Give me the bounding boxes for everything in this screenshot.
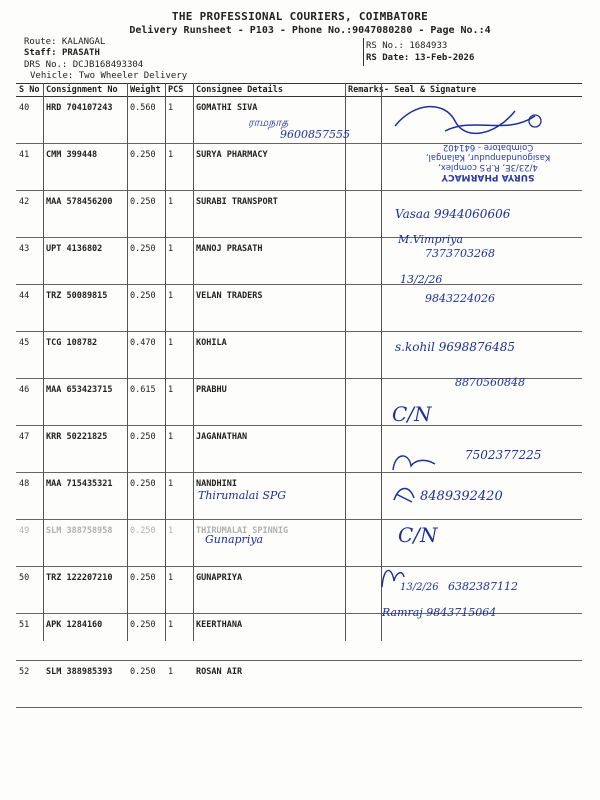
hand-r42-sign: Vasaa 9944060606 (395, 207, 511, 221)
col-pcs: PCS (165, 84, 193, 97)
row-pcs: 1 (165, 661, 193, 708)
row-consignment: TRZ 50089815 (43, 285, 127, 332)
hand-r40-consignee: ராமநாத (248, 116, 289, 129)
row-weight: 0.250 (127, 520, 165, 567)
staff-row (24, 48, 100, 58)
rs-number: RS No.: 1684933 (366, 41, 448, 51)
table-row (16, 285, 582, 332)
row-consignment: SLM 388985393 (43, 661, 127, 708)
row-weight: 0.250 (127, 238, 165, 285)
row-sno: 41 (16, 144, 43, 191)
row-consignment: MAA 578456200 (43, 191, 127, 238)
row-consignee: JAGANATHAN (193, 426, 345, 473)
row-consignee: THIRUMALAI SPINNIG (193, 520, 345, 567)
row-weight: 0.560 (127, 97, 165, 144)
row-consignee: SURYA PHARMACY (193, 144, 345, 191)
hand-r47-phone: 8870560848 (455, 376, 525, 389)
table-row (16, 332, 582, 379)
hand-r53-phone: Ramraj 9843715064 (382, 606, 497, 619)
stamp-line-4: Coimbatore - 641402 (442, 142, 534, 152)
hand-r43-phone: 7373703268 (425, 247, 495, 260)
stamp-line-2: 4/23/3E, R.P.S complex, (438, 162, 538, 172)
row-consignee: GOMATHI SIVA (193, 97, 345, 144)
hand-r48-phone: 7502377225 (465, 448, 542, 462)
row-pcs: 1 (165, 473, 193, 520)
hand-r48-cin: C/N (392, 402, 432, 426)
hand-r44-phone: 9843224026 (425, 292, 495, 305)
row-sno: 47 (16, 426, 43, 473)
row-pcs: 1 (165, 332, 193, 379)
row-pcs: 1 (165, 191, 193, 238)
row-consignment: TRZ 122207210 (43, 567, 127, 614)
sheet-subtitle: Delivery Runsheet - P103 - Phone No.:9047080280 - Page No.:4 (129, 25, 491, 36)
row-sno: 42 (16, 191, 43, 238)
row-sno: 40 (16, 97, 43, 144)
hand-r43-name: M.Vimpriya (398, 233, 464, 246)
row-sno: 44 (16, 285, 43, 332)
staff-label: Staff: (24, 48, 57, 58)
col-remarks: Remarks (345, 84, 381, 97)
row-weight: 0.470 (127, 332, 165, 379)
row-pcs: 1 (165, 614, 193, 661)
signature-row-50 (390, 480, 420, 510)
row-pcs: 1 (165, 285, 193, 332)
row-remarks (345, 144, 381, 191)
table-header (16, 84, 582, 97)
row-remarks (345, 332, 381, 379)
row-sno: 48 (16, 473, 43, 520)
row-weight: 0.250 (127, 191, 165, 238)
row-signature (381, 332, 582, 379)
row-remarks (345, 473, 381, 520)
table-row (16, 614, 582, 661)
route: Route: KALANGAL (24, 37, 106, 47)
row-remarks (345, 520, 381, 567)
hand-r52-date: 13/2/26 (400, 582, 439, 593)
hand-r44-date: 13/2/26 (400, 273, 443, 286)
row-weight: 0.250 (127, 661, 165, 708)
row-remarks (345, 285, 381, 332)
row-weight: 0.615 (127, 379, 165, 426)
row-consignment: MAA 715435321 (43, 473, 127, 520)
row-consignment: MAA 653423715 (43, 379, 127, 426)
row-sno: 46 (16, 379, 43, 426)
row-sno: 49 (16, 520, 43, 567)
table-row (16, 661, 582, 708)
row-consignment: KRR 50221825 (43, 426, 127, 473)
row-consignment: HRD 704107243 (43, 97, 127, 144)
table-row (16, 520, 582, 567)
row-weight: 0.250 (127, 614, 165, 661)
row-sno: 51 (16, 614, 43, 661)
row-weight: 0.250 (127, 473, 165, 520)
vehicle: Vehicle: Two Wheeler Delivery (30, 71, 188, 81)
row-pcs: 1 (165, 144, 193, 191)
row-sno: 43 (16, 238, 43, 285)
row-consignment: UPT 4136802 (43, 238, 127, 285)
row-consignee: MANOJ PRASATH (193, 238, 345, 285)
row-consignee: VELAN TRADERS (193, 285, 345, 332)
stamp-line-1: SURYA PHARMACY (441, 172, 535, 182)
drs-number: DRS No.: DCJB168493304 (24, 60, 144, 70)
row-consignee: KOHILA (193, 332, 345, 379)
pharmacy-stamp (398, 142, 578, 182)
signature-row-40 (385, 96, 555, 141)
sheet-title: THE PROFESSIONAL COURIERS, COIMBATORE (171, 10, 429, 23)
row-consignment: SLM 388758958 (43, 520, 127, 567)
row-remarks (345, 97, 381, 144)
hand-r50-consignee: Thirumalai SPG (198, 489, 287, 502)
staff-name: PRASATH (61, 48, 100, 58)
rs-date: RS Date: 13-Feb-2026 (366, 53, 475, 63)
col-consignee: Consignee Details (193, 84, 345, 97)
col-sno: S No (16, 84, 43, 97)
hand-r40-phone: 9600857555 (280, 128, 350, 141)
row-sno: 45 (16, 332, 43, 379)
row-weight: 0.250 (127, 426, 165, 473)
row-pcs: 1 (165, 426, 193, 473)
row-pcs: 1 (165, 238, 193, 285)
hand-r46-sign: s.kohil 9698876485 (395, 340, 516, 354)
row-consignment: CMM 399448 (43, 144, 127, 191)
row-remarks (345, 614, 381, 661)
row-weight: 0.250 (127, 144, 165, 191)
row-consignment: TCG 108782 (43, 332, 127, 379)
col-consignment: Consignment No (43, 84, 127, 97)
stamp-line-3: Kasigoundanpudur, Kalangal, (425, 152, 551, 162)
rs-divider (363, 38, 364, 66)
row-remarks (345, 379, 381, 426)
hand-r51-cin: C/N (398, 523, 438, 547)
row-remarks (345, 191, 381, 238)
row-consignment: APK 1284160 (43, 614, 127, 661)
signature-row-48 (385, 450, 445, 480)
row-pcs: 1 (165, 567, 193, 614)
row-remarks (345, 238, 381, 285)
row-consignee: ROSAN AIR (193, 661, 345, 708)
col-weight: Weight (127, 84, 165, 97)
table-row (16, 238, 582, 285)
row-remarks (345, 426, 381, 473)
row-pcs: 1 (165, 520, 193, 567)
row-weight: 0.250 (127, 285, 165, 332)
row-sno: 50 (16, 567, 43, 614)
row-consignee: NANDHINI (193, 473, 345, 520)
row-pcs: 1 (165, 97, 193, 144)
row-pcs: 1 (165, 379, 193, 426)
row-signature (381, 614, 582, 661)
row-sno: 52 (16, 661, 43, 708)
row-consignee: SURABI TRANSPORT (193, 191, 345, 238)
hand-r52-phone: 6382387112 (448, 580, 518, 593)
row-weight: 0.250 (127, 567, 165, 614)
row-remarks (345, 661, 381, 708)
row-consignee: GUNAPRIYA (193, 567, 345, 614)
hand-r51-consignee: Gunapriya (205, 533, 264, 546)
row-signature (381, 661, 582, 708)
row-consignee: KEERTHANA (193, 614, 345, 661)
row-remarks (345, 567, 381, 614)
row-consignee: PRABHU (193, 379, 345, 426)
col-signature: - Seal & Signature (381, 84, 582, 97)
hand-r50-phone: 8489392420 (420, 489, 503, 504)
